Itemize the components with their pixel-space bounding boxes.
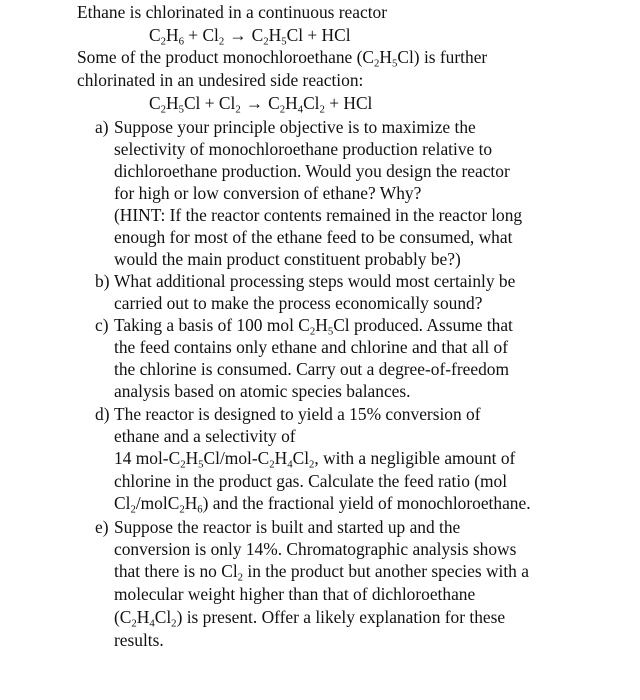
part-c-line-1: Taking a basis of 100 mol $C_2H_5Cl$ produced. Assume that	[114, 315, 513, 338]
intro-line-1: Ethane is chlorinated in a continuous reactor	[77, 2, 388, 22]
intro-line-2: Some of the product monochloroethane $(C_2H_5Cl)$ is further	[77, 47, 488, 70]
part-d-line-3: 14 mol-$C_2H_5Cl/mol-C_2H_4Cl_2$, with a negligible amount of	[114, 448, 516, 471]
part-a-line-2: selectivity of monochloroethane production relative to	[114, 139, 493, 159]
part-c-line-3: the chlorine is consumed. Carry out a degree-of-freedom	[114, 359, 509, 379]
part-e-line-2: conversion is only 14%. Chromatographic analysis shows	[114, 539, 517, 559]
part-d-line-1: The reactor is designed to yield a 15% conversion of	[114, 404, 481, 424]
part-c-label: c)	[95, 315, 109, 335]
part-b-label: b)	[95, 271, 110, 291]
part-d-line-2: ethane and a selectivity of	[114, 426, 296, 446]
part-b-line-2: carried out to make the process economically sound?	[114, 293, 483, 313]
part-d-label: d)	[95, 404, 110, 424]
part-e-line-3: that there is no $Cl_2$ in the product but another species with a	[114, 561, 529, 584]
part-a-line-7: would the main product constituent probably be?)	[114, 249, 461, 269]
reaction-1-equation: $C_2H_6 + Cl_2 \to C_2H_5Cl$ + HCl	[149, 25, 351, 48]
part-b-line-1: What additional processing steps would most certainly be	[114, 271, 516, 291]
part-a-line-4: for high or low conversion of ethane? Why?	[114, 183, 422, 203]
part-a-line-5: (HINT: If the reactor contents remained in the reactor long	[114, 205, 523, 225]
part-e-line-1: Suppose the reactor is built and started up and the	[114, 517, 461, 537]
part-a-label: a)	[95, 117, 109, 137]
part-a-line-6: enough for most of the ethane feed to be consumed, what	[114, 227, 513, 247]
part-e-label: e)	[95, 517, 109, 537]
part-e-line-5: $(C_2H_4Cl_2)$ is present. Offer a likely explanation for these	[114, 607, 506, 630]
part-a-line-3: dichloroethane production. Would you design the reactor	[114, 161, 510, 181]
intro-line-3: chlorinated in an undesired side reaction:	[77, 70, 364, 90]
reaction-2-equation: $C_2H_5Cl + Cl_2 \to C_2H_4Cl_2$ + HCl	[149, 93, 373, 116]
part-a-line-1: Suppose your principle objective is to maximize the	[114, 117, 476, 137]
part-c-line-2: the feed contains only ethane and chlorine and that all of	[114, 337, 509, 357]
part-d-line-4: chlorine in the product gas. Calculate the feed ratio (mol	[114, 471, 508, 491]
part-d-line-5: $Cl_2/molC_2H_6$) and the fractional yield of monochloroethane.	[114, 493, 531, 516]
reaction-arrow: →	[229, 25, 247, 45]
part-e-line-6: results.	[114, 630, 164, 650]
part-e-line-4: molecular weight higher than that of dichloroethane	[114, 584, 476, 604]
reaction-arrow: →	[245, 93, 264, 113]
part-c-line-4: analysis based on atomic species balances.	[114, 381, 411, 401]
